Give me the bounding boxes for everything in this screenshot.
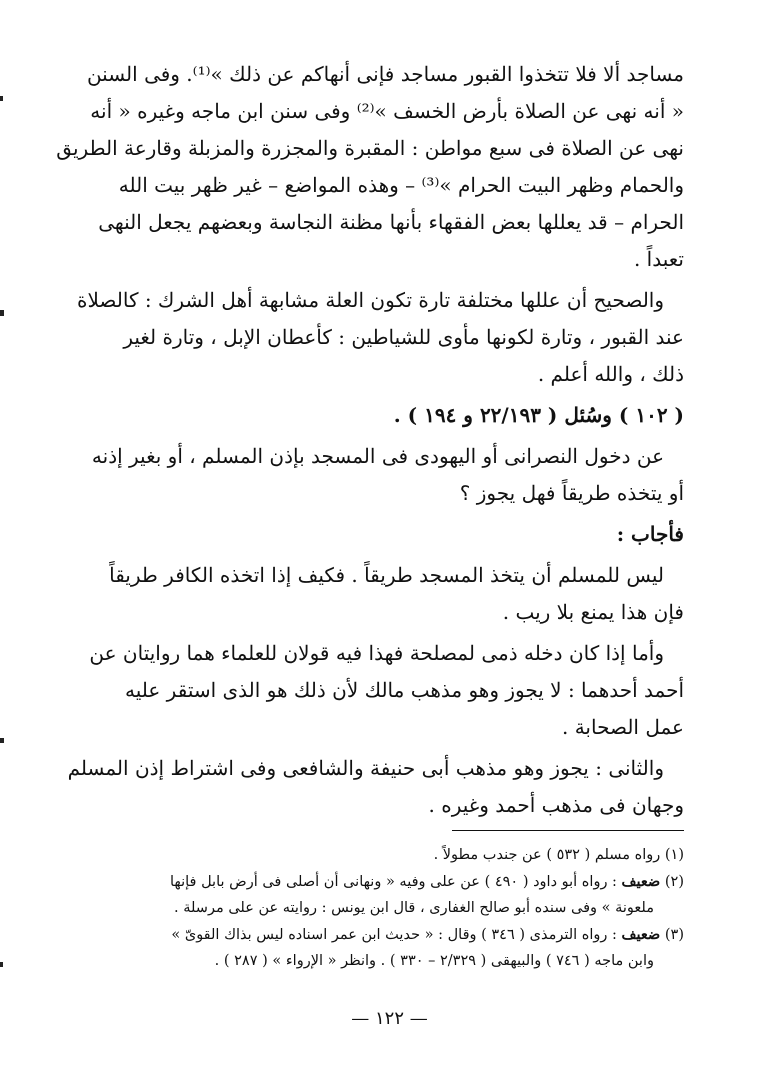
footnote-number: (٢) bbox=[664, 873, 684, 890]
footnote-text: : رواه أبو داود ( ٤٩٠ ) عن على وفيه « ونهانى أن أصلى فى أرض بابل فإنها bbox=[169, 873, 617, 890]
answer-heading-block bbox=[118, 516, 684, 553]
text-line: وجهان فى مذهب أحمد وغيره . bbox=[428, 793, 684, 817]
text-line: أحمد أحدهما : لا يجوز وهو مذهب مالك لأن ذلك هو الذى استقر عليه bbox=[125, 678, 684, 702]
text-line: وأما إذا كان دخله ذمى لمصلحة فهذا فيه قولان للعلماء هما روايتان عن bbox=[89, 641, 664, 665]
paragraph-2 bbox=[77, 282, 684, 393]
text-line: تعبداً . bbox=[633, 247, 684, 271]
question-text bbox=[91, 438, 684, 512]
text-line: عمل الصحابة . bbox=[561, 715, 684, 739]
footnote-3 bbox=[118, 922, 684, 949]
footnote-grade: ضعيف bbox=[621, 872, 661, 890]
text-line: مساجد ألا فلا تتخذوا القبور مساجد فإنى أنهاكم عن ذلك »⁽¹⁾. وفى السنن bbox=[86, 62, 684, 86]
text-line: « أنه نهى عن الصلاة بأرض الخسف »⁽²⁾ وفى سنن ابن ماجه وغيره « أنه bbox=[90, 99, 684, 123]
footnote-1 bbox=[118, 842, 684, 869]
text-line: الحرام – قد يعللها بعض الفقهاء بأنها مظنة النجاسة وبعضهم يجعل النهى bbox=[98, 210, 684, 234]
footnote-2-continuation: ملعونة » وفى سنده أبو صالح الغفارى ، قال ابن يونس : روايته عن على مرسلة . bbox=[174, 900, 654, 916]
footnote-text: رواه مسلم ( ٥٣٢ ) عن جندب مطولاً . bbox=[433, 847, 661, 863]
answer-heading: فأجاب : bbox=[616, 522, 684, 546]
main-text bbox=[56, 56, 684, 828]
scan-mark bbox=[0, 310, 4, 316]
text-line: نهى عن الصلاة فى سبع مواطن : المقبرة والمجزرة والمزبلة وقارعة الطريق bbox=[56, 136, 684, 160]
footnote-text: : رواه الترمذى ( ٣٤٦ ) وقال : « حديث ابن عمر اسناده ليس بذاك القوىّ » bbox=[171, 926, 617, 943]
paragraph-answer-2 bbox=[89, 635, 684, 746]
footnote-2 bbox=[118, 869, 684, 896]
footnote-separator bbox=[452, 830, 684, 831]
footnote-number: (٣) bbox=[664, 926, 684, 943]
text-line: والصحيح أن عللها مختلفة تارة تكون العلة مشابهة أهل الشرك : كالصلاة bbox=[77, 288, 664, 312]
paragraph-1 bbox=[56, 56, 684, 278]
scan-mark bbox=[0, 738, 4, 743]
question-heading-block bbox=[118, 397, 684, 434]
text-line: والثانى : يجوز وهو مذهب أبى حنيفة والشافعى وفى اشتراط إذن المسلم bbox=[67, 756, 664, 780]
text-line: عن دخول النصرانى أو اليهودى فى المسجد بإذن المسلم ، أو بغير إذنه bbox=[91, 444, 664, 468]
text-line: فإن هذا يمنع بلا ريب . bbox=[502, 600, 684, 624]
text-line: ذلك ، والله أعلم . bbox=[537, 362, 684, 386]
page-number: — ١٢٢ — bbox=[351, 1008, 428, 1029]
scan-mark bbox=[0, 96, 3, 101]
text-line: والحمام وظهر البيت الحرام »⁽³⁾ – وهذه المواضع – غير ظهر بيت الله bbox=[118, 173, 684, 197]
text-line: أو يتخذه طريقاً فهل يجوز ؟ bbox=[459, 481, 684, 505]
text-line: عند القبور ، وتارة لكونها مأوى للشياطين : كأعطان الإبل ، وتارة لغير bbox=[123, 325, 684, 349]
text-line: ليس للمسلم أن يتخذ المسجد طريقاً . فكيف إذا اتخذه الكافر طريقاً bbox=[109, 563, 664, 587]
paragraph-answer-3 bbox=[67, 750, 684, 824]
paragraph-answer-1 bbox=[109, 557, 684, 631]
scan-mark bbox=[0, 962, 3, 967]
footnote-3-continuation: وابن ماجه ( ٧٤٦ ) والبيهقى ( ٢/٣٢٩ – ٣٣٠ ) . وانظر « الإرواء » ( ٢٨٧ ) . bbox=[214, 953, 654, 969]
footnote-number: (١) bbox=[664, 847, 684, 863]
footnotes bbox=[118, 842, 684, 975]
question-heading: ( ١٠٢ ) وسُئل ( ٢٢/١٩٣ و ١٩٤ ) . bbox=[393, 403, 684, 427]
footnote-grade: ضعيف bbox=[621, 925, 661, 943]
